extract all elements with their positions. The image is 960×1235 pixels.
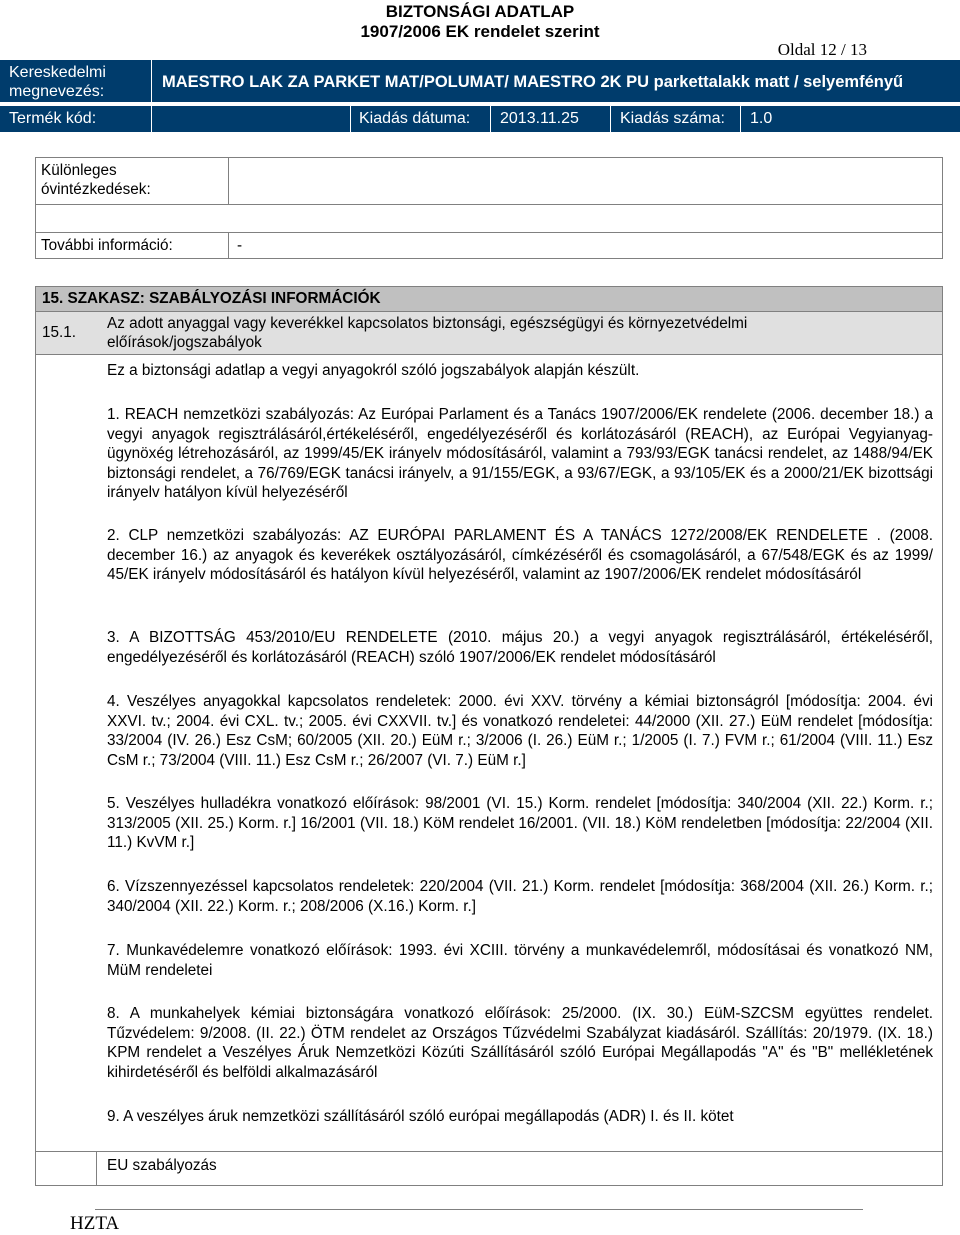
bar-divider (151, 60, 152, 102)
footer-text: HZTA (70, 1213, 120, 1234)
regulation-item: 1. REACH nemzetközi szabályozás: Az Európai Parlament és a Tanács 1907/2006/EK rendelete (2006. december 18.) a vegyi anyagok regisztrálásáról,értékeléséről, engedélyezéséről és korlátozásáról (REACH), az Európai Vegyianyag-ügynöxég létrehozásáról, az 1999/45/EK irányelv módosításáról, valamint a 793/93/EGK tanácsi rendelet, az 1488/94/EK biztonsági rendelet, a 76/769/EGK tanácsi irányelv, a 91/155/EGK, a 93/67/EGK, a 93/105/EK és a 2000/21/EK bizottsági irányelv hatályon kívül helyezéséről (107, 406, 933, 502)
subsection-header (35, 312, 943, 355)
document-title: BIZTONSÁGI ADATLAP (385, 2, 575, 21)
issue-date-value: 2013.11.25 (500, 110, 579, 127)
regulation-item: 6. Vízszennyezéssel kapcsolatos rendeletek: 220/2004 (VII. 21.) Korm. rendelet [módosítja: 368/2004 (XII. 26.) Korm. r.; 340/2004 (XII. 22.) Korm. r.; 208/2006 (X.16.) Korm. r.] (107, 878, 933, 915)
regulation-item: 3. A BIZOTTSÁG 453/2010/EU RENDELETE (2010. május 20.) a vegyi anyagok regisztrálásáról, értékeléséről, engedélyezéséről és korlátozásáról (REACH) szóló 1907/2006/EK rendelet módosításáról (107, 629, 933, 666)
special-precautions-label-1: Különleges (41, 162, 117, 179)
bar-divider (490, 106, 491, 132)
regulation-item: 8. A munkahelyek kémiai biztonságára vonatkozó előírások: 25/2000. (IX. 30.) EüM-SZCSM együttes rendelet. Tűzvédelem: 9/2008. (II. 22.) ÖTM rendelet az Országos Tűzvédelmi Szabályzat kiadásáról. Szállítás: 20/1979. (IX. 18.) KPM rendelet a Veszélyes Áruk Nemzetközi Közúti Szállításáról szóló Európai Megállapodás "A" és "B" mellékletének kihirdetéséről és belföldi alkalmazásáról (107, 1005, 933, 1081)
body-right-border (942, 355, 943, 1185)
trade-name-label-2: megnevezés: (9, 83, 105, 100)
further-info-value: - (237, 237, 243, 254)
trade-name-value: MAESTRO LAK ZA PARKET MAT/POLUMAT/ MAESTRO 2K PU parkettalakk matt / selyemfényű (162, 73, 904, 91)
page-number: Oldal 12 / 13 (777, 40, 867, 59)
bar-divider (151, 106, 152, 132)
trade-name-bar (0, 60, 960, 102)
cell-divider (228, 157, 229, 204)
subsection-title-2: előírások/jogszabályok (107, 334, 262, 351)
bar-divider (350, 106, 351, 132)
regulation-item: 2. CLP nemzetközi szabályozás: AZ EURÓPAI PARLAMENT ÉS A TANÁCS 1272/2008/EK RENDELETE . (2008. december 16.) az anyagok és keverékek osztályozásáról, címkézéséről és csomagolásáról, a 67/548/EGK és az 1999/ 45/EK irányelv módosításáról és hatályon kívül helyezéséről, valamint az 1907/2006/EK rendelet módosításáról (107, 527, 933, 584)
section-header (35, 286, 943, 312)
regulation-item: 4. Veszélyes anyagokkal kapcsolatos rendeletek: 2000. évi XXV. törvény a kémiai biztonságról [módosítja: 2004. évi XXVI. tv.; 2004. évi CXL. tv.; 2005. évi CXXVII. tv.] és vonatkozó rendeletei: 44/2000 (XII. 27.) EüM rendelet [módosítja: 33/2004 (IV. 26.) Esz CsM; 60/2005 (XII. 20.) EüM r.; 3/2006 (I. 26.) EüM r.; 1/2005 (I. 7.) FVM r.; 61/2004 (VIII. 11.) Esz CsM r.; 73/2004 (VIII. 11.) Esz CsM r.; 26/2007 (VI. 7.) EüM r.] (107, 693, 933, 769)
row-divider (35, 232, 943, 233)
body-bottom-border (35, 1185, 943, 1186)
regulation-item: 9. A veszélyes áruk nemzetközi szállításáról szóló európai megállapodás (ADR) I. és II. kötet (107, 1108, 734, 1125)
row-divider (35, 204, 943, 205)
row-divider (35, 1151, 943, 1152)
footer-rule (95, 1209, 863, 1210)
eu-regulation-label: EU szabályozás (107, 1157, 217, 1174)
subsection-title-1: Az adott anyaggal vagy keverékkel kapcsolatos biztonsági, egészségügyi és környezetvédelmi (107, 315, 748, 332)
product-info-bar (0, 106, 960, 132)
cell-divider (228, 232, 229, 259)
regulation-item: 7. Munkavédelemre vonatkozó előírások: 1993. évi XCIII. törvény a munkavédelemről, módosításai és vonatkozó NM, MüM rendeletei (107, 942, 933, 979)
trade-name-label-1: Kereskedelmi (9, 64, 106, 81)
regulation-item: 5. Veszélyes hulladékra vonatkozó előírások: 98/2001 (VI. 15.) Korm. rendelet [módosítja: 340/2004 (XII. 22.) Korm. r.; 313/2005 (XII. 25.) Korm. r.] 16/2001 (VII. 18.) KöM rendelet 16/2001. (VII. 18.) KöM rendeletben [módosítja: 22/2004 (XII. 11.) KvVM r.] (107, 795, 933, 852)
special-precautions-label-2: óvintézkedések: (41, 181, 151, 198)
further-info-label: További információ: (41, 237, 173, 254)
bar-divider (610, 106, 611, 132)
issue-date-label: Kiadás dátuma: (359, 110, 471, 127)
issue-number-label: Kiadás száma: (620, 110, 725, 127)
bar-divider (740, 106, 741, 132)
issue-number-value: 1.0 (750, 110, 773, 127)
subsection-number: 15.1. (42, 324, 77, 341)
section-title: 15. SZAKASZ: SZABÁLYOZÁSI INFORMÁCIÓK (42, 290, 381, 307)
body-left-border (35, 355, 36, 1185)
regulation-intro: Ez a biztonsági adatlap a vegyi anyagokról szóló jogszabályok alapján készült. (107, 362, 640, 379)
document-subtitle: 1907/2006 EK rendelet szerint (360, 22, 600, 41)
cell-divider (96, 1151, 97, 1185)
product-code-label: Termék kód: (9, 110, 97, 127)
